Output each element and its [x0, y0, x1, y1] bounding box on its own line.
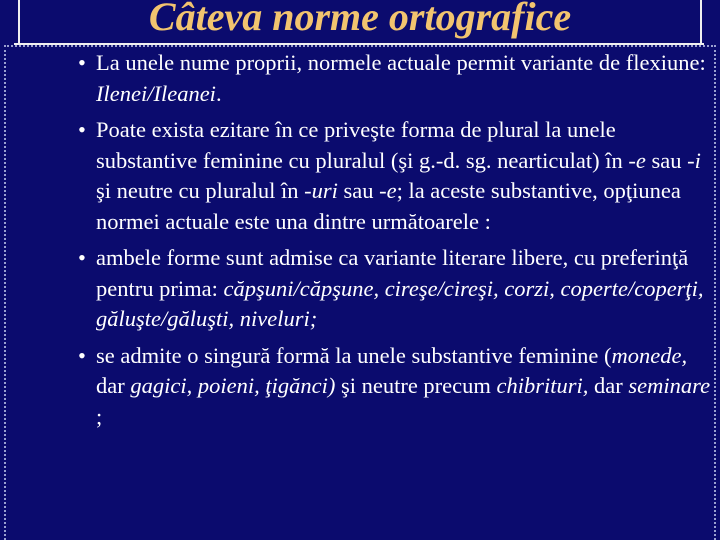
bullet-text: sau: [337, 178, 380, 203]
bullet-example-text: chibrituri,: [496, 373, 589, 398]
bullet-example-text: căpşuni/căpşune, cireşe/cireşi, corzi, coperte/coperţi, găluşte/găluşti, niveluri;: [96, 275, 704, 331]
bullet-text: sau: [645, 147, 688, 173]
bullet-text: Poate exista ezitare în ce priveşte forma de plural la unele substantive feminine cu pluralul (şi g.-d. sg. nearticulat) în: [96, 117, 629, 173]
bullet-text: .: [215, 80, 222, 106]
bullet-text: ambele forme sunt admise ca variante literare libere, cu preferinţă pentru prima:: [96, 245, 689, 301]
bullet-text: ; la aceste substantive, opţiunea normei actuale este una dintre următoarele :: [96, 178, 681, 234]
bullet-example-text: gagici, poieni, ţigănci): [130, 373, 336, 398]
bullet-example-text: Ilenei/Ileanei: [96, 80, 216, 106]
bullet-item-3: [78, 243, 718, 335]
bullet-text: şi neutre precum: [335, 373, 497, 398]
bullet-text: şi neutre cu pluralul în: [96, 178, 305, 203]
bullet-text: dar: [588, 373, 629, 398]
bullet-example-text: -i: [687, 147, 701, 173]
bullet-example-text: -e: [379, 178, 397, 203]
bullet-marker: •: [78, 245, 86, 270]
slide-title: Câteva norme ortografice: [148, 0, 572, 39]
bullet-example-text: -uri: [304, 178, 338, 203]
bullet-text: ;: [96, 403, 103, 429]
bullet-text: La unele nume proprii, normele actuale permit variante de flexiune:: [96, 50, 706, 75]
bullet-text: dar: [96, 373, 131, 398]
bullet-marker: •: [78, 342, 86, 368]
bullet-item-4: [78, 341, 718, 433]
bullet-list: [78, 48, 718, 438]
bullet-item-2: [78, 115, 718, 237]
bullet-text: se admite o singură formă la unele substantive feminine (: [96, 342, 612, 368]
bullet-example-text: seminare: [628, 373, 711, 398]
bullet-example-text: -e: [628, 147, 646, 173]
bullet-marker: •: [78, 117, 86, 142]
bullet-marker: •: [78, 50, 86, 75]
bullet-item-1: [78, 48, 718, 109]
bullet-example-text: monede,: [611, 342, 688, 368]
